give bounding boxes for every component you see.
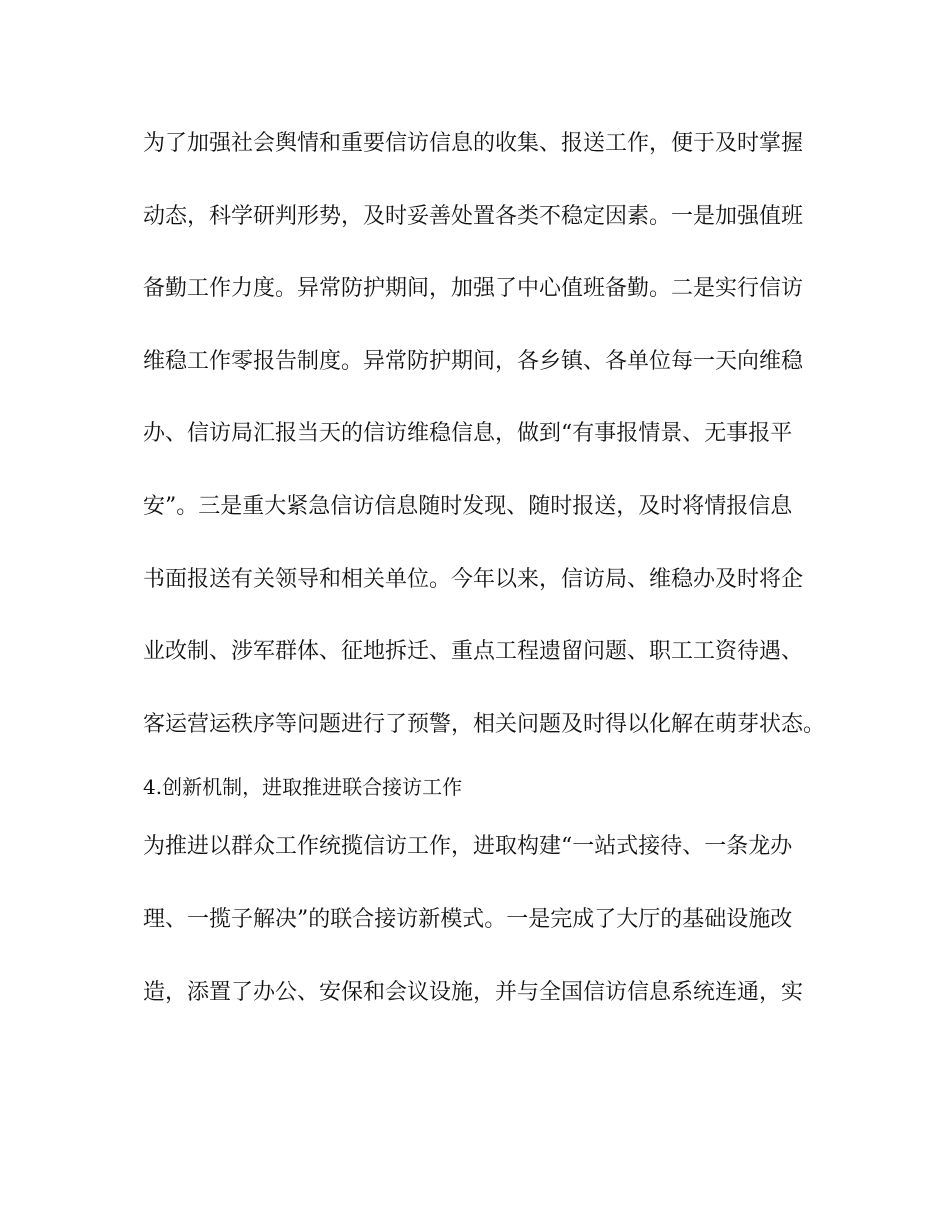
paragraph-line: 安”。三是重大紧急信访信息随时发现、随时报送，及时将情报信息	[143, 494, 793, 519]
paragraph-line: 动态，科学研判形势，及时妥善处置各类不稳定因素。一是加强值班	[143, 204, 804, 229]
paragraph-line: 书面报送有关领导和相关单位。今年以来，信访局、维稳办及时将企	[143, 567, 804, 592]
section-heading: 4.创新机制，进取推进联合接访工作	[143, 775, 463, 799]
paragraph-line: 为了加强社会舆情和重要信访信息的收集、报送工作，便于及时掌握	[143, 131, 804, 156]
paragraph-line: 备勤工作力度。异常防护期间，加强了中心值班备勤。二是实行信访	[143, 276, 804, 301]
paragraph-line: 为推进以群众工作统揽信访工作，进取构建“一站式接待、一条龙办	[143, 834, 793, 859]
paragraph-line: 办、信访局汇报当天的信访维稳信息，做到“有事报情景、无事报平	[143, 421, 793, 446]
paragraph-line: 造，添置了办公、安保和会议设施，并与全国信访信息系统连通，实	[143, 980, 804, 1005]
paragraph-line: 理、一揽子解决”的联合接访新模式。一是完成了大厅的基础设施改	[143, 907, 793, 932]
paragraph-line: 业改制、涉军群体、征地拆迁、重点工程遗留问题、职工工资待遇、	[143, 639, 804, 664]
paragraph-line: 客运营运秩序等问题进行了预警，相关问题及时得以化解在萌芽状态。	[143, 712, 826, 737]
paragraph-line: 维稳工作零报告制度。异常防护期间，各乡镇、各单位每一天向维稳	[143, 349, 804, 374]
